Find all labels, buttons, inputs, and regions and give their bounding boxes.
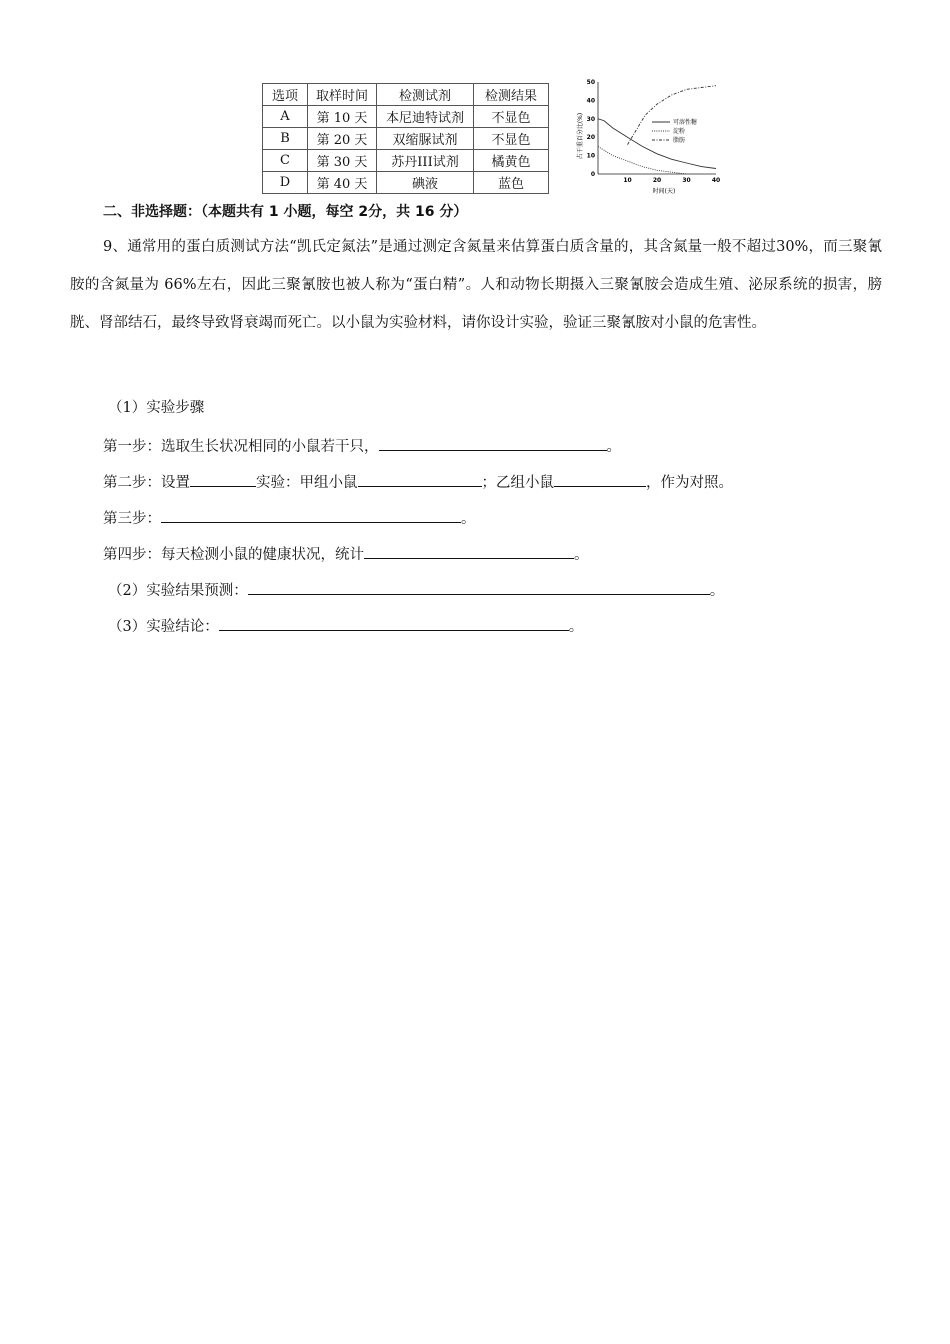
step-four-text: 第四步：每天检测小鼠的健康状况，统计 (103, 547, 364, 563)
x-tick-label: 20 (652, 177, 662, 184)
table-cell: 第 10 天 (308, 106, 377, 128)
answer-blank[interactable] (379, 434, 607, 451)
step-four (103, 542, 589, 565)
result-prediction-period: 。 (709, 583, 725, 599)
answer-blank[interactable] (364, 542, 574, 559)
chart-axes (598, 82, 716, 174)
answer-blank[interactable] (219, 614, 569, 631)
step-two-text-a: 第二步：设置 (103, 475, 190, 491)
table-cell: 苏丹III试剂 (377, 150, 474, 172)
step-three (103, 506, 476, 529)
x-tick-label: 40 (711, 177, 721, 184)
y-axis-label: 占干重百分比(%) (577, 112, 584, 160)
step-one-text: 第一步：选取生长状况相同的小鼠若干只， (103, 439, 379, 455)
table-cell: 双缩脲试剂 (377, 128, 474, 150)
table-header-row (263, 84, 549, 106)
answer-blank[interactable] (248, 578, 710, 595)
series-line (628, 86, 717, 145)
step-two-text-c: ；乙组小鼠 (481, 475, 554, 491)
header-option: 选项 (263, 84, 308, 106)
step-two-text-b: 实验：甲组小鼠 (256, 475, 358, 491)
conclusion (108, 614, 583, 637)
composition-chart (574, 74, 724, 196)
chart-legend (652, 118, 697, 144)
table-row (263, 150, 549, 172)
legend-label: 淀粉 (673, 128, 686, 135)
answer-blank[interactable] (554, 470, 646, 487)
header-reagent: 检测试剂 (377, 84, 474, 106)
result-prediction-text: （2）实验结果预测： (108, 583, 248, 599)
answer-blank[interactable] (358, 470, 482, 487)
table-cell: 第 40 天 (308, 172, 377, 194)
step-one-period: 。 (606, 439, 621, 455)
table-cell: 蓝色 (474, 172, 549, 194)
table-row (263, 128, 549, 150)
legend-label: 脂肪 (673, 137, 686, 144)
x-ticks (623, 177, 720, 184)
y-tick-label: 50 (586, 79, 595, 86)
step-three-period: 。 (461, 511, 476, 527)
table-cell: 碘液 (377, 172, 474, 194)
options-table (262, 83, 549, 194)
y-tick-label: 20 (586, 134, 595, 142)
steps-title: （1）实验步骤 (108, 400, 205, 416)
y-tick-label: 30 (586, 115, 595, 123)
table-cell: 不显色 (474, 128, 549, 150)
table-cell: C (263, 150, 308, 172)
x-axis-label: 时间(天) (652, 188, 676, 195)
table-row (263, 106, 549, 128)
table-cell: 不显色 (474, 106, 549, 128)
table-cell: 第 30 天 (308, 150, 377, 172)
header-time: 取样时间 (308, 84, 377, 106)
answer-blank[interactable] (161, 506, 461, 523)
section-heading: 二、非选择题：（本题共有 1 小题，每空 2分，共 16 分） (103, 204, 468, 220)
y-ticks (587, 79, 595, 178)
x-tick-label: 30 (682, 177, 691, 184)
table-cell: 第 20 天 (308, 128, 377, 150)
step-two (103, 470, 733, 493)
step-four-period: 。 (574, 547, 589, 563)
chart-series (598, 86, 716, 174)
series-line (598, 119, 716, 169)
table-row (263, 172, 549, 194)
table-cell: D (263, 172, 308, 194)
conclusion-text: （3）实验结论： (108, 619, 219, 635)
step-three-text: 第三步： (103, 511, 161, 527)
step-two-text-d: ，作为对照。 (646, 475, 733, 491)
result-prediction (108, 578, 724, 601)
conclusion-period: 。 (568, 619, 584, 635)
legend-label: 可溶性糖 (673, 119, 698, 126)
step-one (103, 434, 621, 457)
question-text: 9、通常用的蛋白质测试方法“凯氏定氮法”是通过测定含氮量来估算蛋白质含量的，其含氮量一般不超过30%，而三聚氰胺的含氮量为 66%左右，因此三聚氰胺也被人称为“蛋白精”。人和动物长期摄入三聚氰胺会造成生殖、泌尿系统的损害，膀胱、肾部结石，最终导致肾衰竭而死亡。以小鼠为实验材料，请你设计实验，验证三聚氰胺对小鼠的危害性。 (70, 239, 882, 331)
y-tick-label: 10 (586, 152, 595, 160)
x-tick-label: 10 (623, 177, 632, 184)
y-tick-label: 40 (586, 97, 595, 105)
table-cell: A (263, 106, 308, 128)
header-result: 检测结果 (474, 84, 549, 106)
answer-blank[interactable] (190, 470, 256, 487)
series-line (598, 146, 687, 174)
table-cell: 橘黄色 (474, 150, 549, 172)
table-cell: 本尼迪特试剂 (377, 106, 474, 128)
table-cell: B (263, 128, 308, 150)
y-tick-label: 0 (590, 171, 595, 178)
